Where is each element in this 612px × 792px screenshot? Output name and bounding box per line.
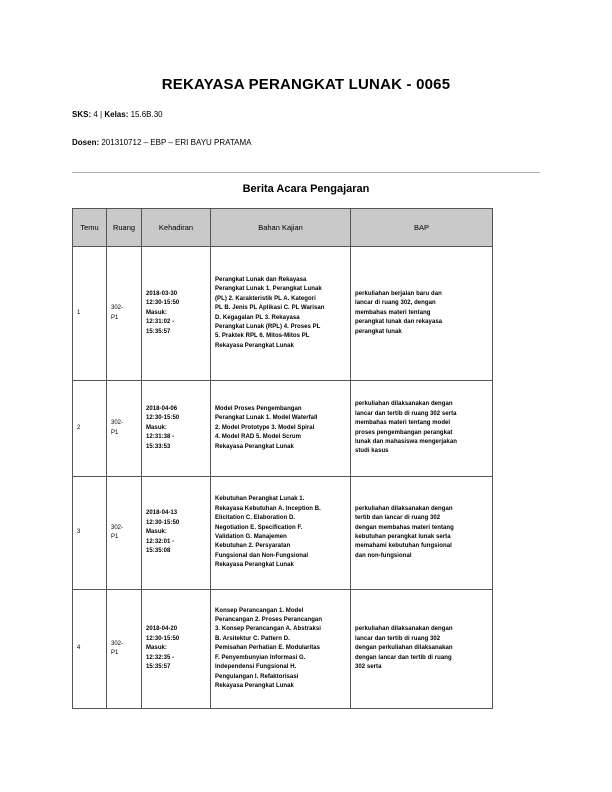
cell-bahan-kajian-line: Independensi Fungsional H. <box>215 664 297 671</box>
cell-kehadiran-line: 2018-03-30 <box>146 290 178 297</box>
cell-temu: 4 <box>73 590 107 709</box>
cell-bahan-kajian-line: B. Arsitektur C. Pattern D. <box>215 635 290 642</box>
cell-ruang <box>107 477 142 590</box>
cell-bahan-kajian-line: Rekayasa Perangkat Lunak <box>215 562 294 569</box>
cell-bap-line: kebutuhan perangkat lunak serta <box>355 534 451 540</box>
cell-kehadiran <box>142 590 211 709</box>
cell-ruang-line: P1 <box>111 429 119 436</box>
cell-bahan-kajian-line: Pemisahan Perhatian E. Modularitas <box>215 645 321 652</box>
cell-bap-line: tertib dan lancar di ruang 302 <box>355 515 441 522</box>
cell-bap-line: perkuliahan dilaksanakan dengan <box>355 505 453 512</box>
cell-kehadiran-line: 12:30-15:50 <box>146 635 180 642</box>
bap-table <box>72 208 493 709</box>
cell-kehadiran-line: 12:30-15:50 <box>146 519 180 526</box>
cell-kehadiran-line: Masuk: <box>146 309 167 316</box>
cell-bahan-kajian-line: 3. Konsep Perancangan A. Abstraksi <box>215 626 321 633</box>
header-kehadiran: Kehadiran <box>142 209 211 247</box>
cell-bahan-kajian-line: 5. Praktek RPL 6. Mitos-Mitos PL <box>215 333 310 340</box>
cell-kehadiran-line: 2018-04-20 <box>146 626 178 633</box>
dosen-label: Dosen: <box>72 138 100 147</box>
cell-bahan-kajian-line: Kebutuhan 2. Persyaratan <box>215 543 291 550</box>
cell-bap-line: dengan lancar dan tertib di ruang <box>355 654 452 661</box>
cell-kehadiran-line: 2018-04-06 <box>146 405 178 412</box>
cell-bahan-kajian <box>211 477 351 590</box>
lecturer-info <box>72 138 252 147</box>
header-temu: Temu <box>73 209 107 247</box>
cell-bahan-kajian-line: Kebutuhan Perangkat Lunak 1. <box>215 496 305 503</box>
cell-bap-line: lunak dan mahasiswa mengerjakan <box>355 438 457 445</box>
cell-bap-line: 302 serta <box>355 664 382 671</box>
cell-kehadiran-line: Masuk: <box>146 529 167 536</box>
cell-bap-line: perangkat lunak dan rekayasa <box>355 319 443 326</box>
cell-bap-line: membahas materi tentang <box>355 309 431 316</box>
cell-kehadiran <box>142 477 211 590</box>
cell-bahan-kajian-line: F. Penyembunyian Informasi G. <box>215 654 306 661</box>
cell-bahan-kajian-line: 4. Model RAD 5. Model Scrum <box>215 434 302 441</box>
cell-bahan-kajian <box>211 590 351 709</box>
cell-bahan-kajian-line: Model Proses Pengembangan <box>215 405 302 412</box>
cell-kehadiran <box>142 247 211 381</box>
cell-kehadiran-line: 12:31:02 - <box>146 319 175 326</box>
cell-bahan-kajian-line: Perangkat Lunak 1. Perangkat Lunak <box>215 286 322 293</box>
cell-bap-line: lancar dan tertib di ruang 302 serta <box>355 410 457 417</box>
cell-kehadiran-line: 2018-04-13 <box>146 510 178 517</box>
cell-ruang-line: P1 <box>111 650 119 656</box>
table-row <box>73 381 493 477</box>
cell-ruang-line: 302- <box>111 420 124 427</box>
sks-value: 4 <box>93 110 98 119</box>
sks-label: SKS: <box>72 110 92 119</box>
cell-bahan-kajian-line: Validation G. Manajemen <box>215 534 287 540</box>
cell-bap-line: studi kasus <box>355 448 389 455</box>
cell-kehadiran-line: 15:33:53 <box>146 443 171 450</box>
cell-kehadiran-line: 12:30-15:50 <box>146 415 180 422</box>
cell-bap-line: memahami kebutuhan fungsional <box>355 543 452 550</box>
cell-kehadiran-line: 12:30-15:50 <box>146 300 180 307</box>
cell-bap-line: perkuliahan berjalan baru dan <box>355 290 442 297</box>
header-ruang: Ruang <box>107 209 142 247</box>
section-title: Berita Acara Pengajaran <box>242 183 370 195</box>
cell-bap <box>351 381 493 477</box>
cell-kehadiran-line: Masuk: <box>146 645 167 652</box>
kelas-label: Kelas: <box>104 110 129 119</box>
header-bap: BAP <box>351 209 493 247</box>
cell-bahan-kajian-line: PL B. Jenis PL Aplikasi C. PL Warisan <box>215 305 325 312</box>
cell-bap-line: lancar dan tertib di ruang 302 <box>355 635 441 642</box>
cell-ruang <box>107 590 142 709</box>
cell-kehadiran-line: 15:35:57 <box>146 328 171 335</box>
cell-bap <box>351 590 493 709</box>
cell-bahan-kajian-line: 2. Model Prototype 3. Model Spiral <box>215 424 315 431</box>
cell-kehadiran-line: 12:32:01 - <box>146 538 175 545</box>
cell-kehadiran-line: 12:31:38 - <box>146 434 175 441</box>
cell-bap-line: perkuliahan dilaksanakan dengan <box>355 401 453 408</box>
cell-bap <box>351 477 493 590</box>
cell-temu: 2 <box>73 381 107 477</box>
cell-bahan-kajian-line: (PL) 2. Karakteristik PL A. Kategori <box>215 295 316 302</box>
cell-bap-line: proses pengembangan perangkat <box>355 429 453 436</box>
cell-bap-line: dengan membahas materi tentang <box>355 524 454 531</box>
divider <box>72 172 540 173</box>
cell-bahan-kajian <box>211 247 351 381</box>
cell-ruang-line: 302- <box>111 305 124 312</box>
cell-bahan-kajian-line: Rekayasa Perangkat Lunak <box>215 443 294 450</box>
cell-bap-line: membahas materi tentang model <box>355 420 451 427</box>
cell-bahan-kajian-line: Negotiation E. Specification F. <box>215 524 303 531</box>
cell-bahan-kajian-line: Pengulangan I. Refaktorisasi <box>215 673 299 680</box>
table-row <box>73 590 493 709</box>
cell-ruang-line: 302- <box>111 524 124 531</box>
cell-temu: 3 <box>73 477 107 590</box>
cell-bahan-kajian-line: Rekayasa Perangkat Lunak <box>215 682 294 689</box>
cell-bap-line: perangkat lunak <box>355 328 402 335</box>
cell-kehadiran-line: Masuk: <box>146 424 167 431</box>
cell-temu: 1 <box>73 247 107 381</box>
cell-bahan-kajian-line: Perangkat Lunak dan Rekayasa <box>215 276 307 283</box>
page-title: REKAYASA PERANGKAT LUNAK - 0065 <box>161 76 451 93</box>
cell-kehadiran-line: 12:32:35 - <box>146 654 175 661</box>
course-info: SKS: 4 | Kelas: 15.6B.30 <box>72 110 163 119</box>
cell-kehadiran-line: 15:35:57 <box>146 664 171 671</box>
table-header-row <box>73 209 493 247</box>
cell-ruang <box>107 381 142 477</box>
cell-ruang-line: P1 <box>111 534 119 540</box>
table-row <box>73 477 493 590</box>
cell-bahan-kajian <box>211 381 351 477</box>
cell-bahan-kajian-line: Perangkat Lunak 1. Model Waterfall <box>215 415 318 422</box>
kelas-value: 15.6B.30 <box>130 110 163 119</box>
cell-bap-line: dan non-fungsional <box>355 552 412 559</box>
cell-ruang <box>107 247 142 381</box>
cell-bahan-kajian-line: Rekayasa Perangkat Lunak <box>215 342 294 349</box>
cell-bahan-kajian-line: Perangkat Lunak (RPL) 4. Proses PL <box>215 323 321 330</box>
cell-kehadiran-line: 15:35:08 <box>146 548 171 555</box>
cell-ruang-line: 302- <box>111 640 124 647</box>
cell-bahan-kajian-line: Konsep Perancangan 1. Model <box>215 607 304 614</box>
cell-bahan-kajian-line: Perancangan 2. Proses Perancangan <box>215 617 323 624</box>
cell-ruang-line: P1 <box>111 314 119 321</box>
dosen-value: 201310712 – EBP – ERI BAYU PRATAMA <box>101 138 252 147</box>
cell-kehadiran <box>142 381 211 477</box>
table-row <box>73 247 493 381</box>
cell-bahan-kajian-line: Elicitation C. Elaboration D. <box>215 515 296 522</box>
cell-bap-line: perkuliahan dilaksanakan dengan <box>355 626 453 633</box>
cell-bahan-kajian-line: D. Kegagalan PL 3. Rekayasa <box>215 314 300 321</box>
header-bahan-kajian: Bahan Kajian <box>211 209 351 247</box>
cell-bap-line: lancar di ruang 302, dengan <box>355 300 436 307</box>
cell-bap <box>351 247 493 381</box>
cell-bap-line: dengan perkuliahan dilaksanakan <box>355 645 453 652</box>
cell-bahan-kajian-line: Rekayasa Kebutuhan A. Inception B. <box>215 505 321 512</box>
cell-bahan-kajian-line: Fungsional dan Non-Fungsional <box>215 552 309 559</box>
